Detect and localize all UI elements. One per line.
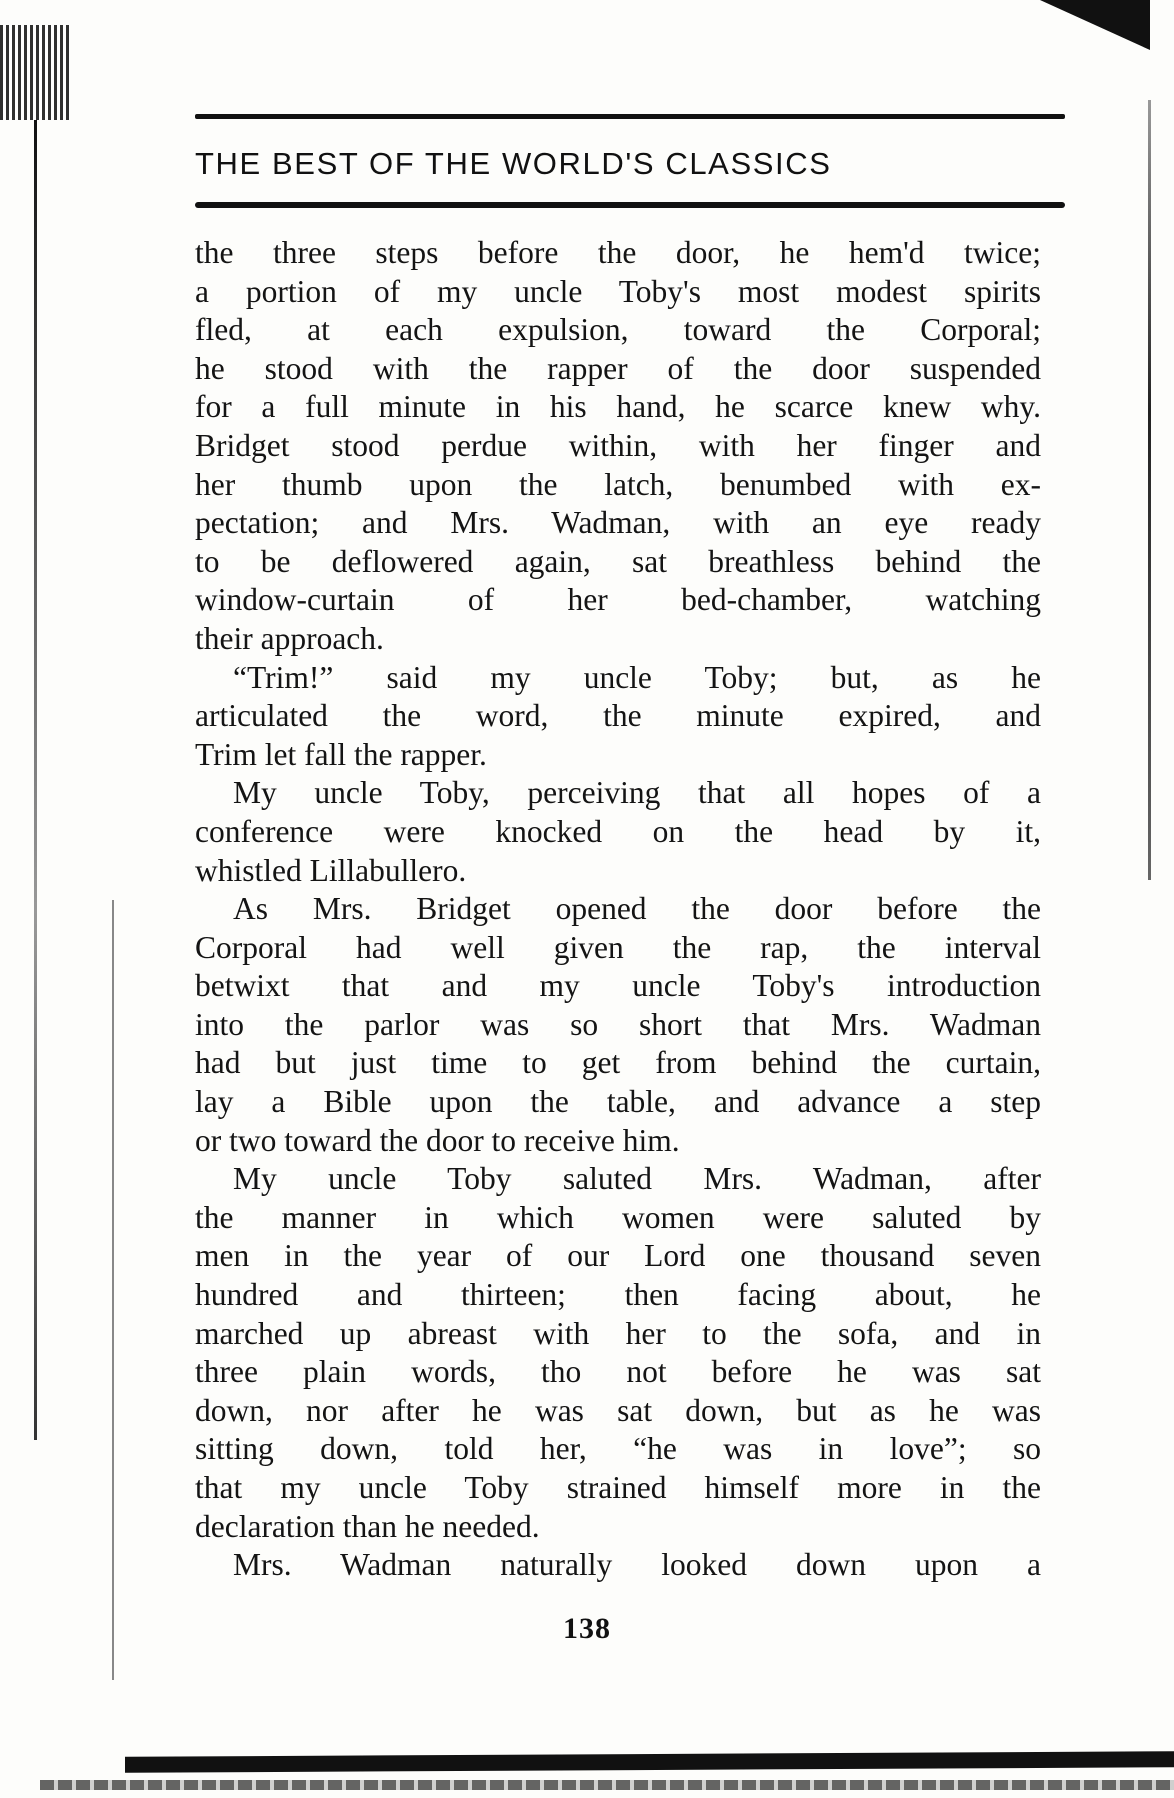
text-line: marched up abreast with her to the sofa, and in [195,1315,1041,1351]
text-line: articulated the word, the minute expired, and [195,698,1041,734]
text-line: conference were knocked on the head by it, [195,813,1041,849]
text-line: whistled Lillabullero. [195,852,467,888]
text-line: down, nor after he was sat down, but as he was [195,1392,1041,1428]
header-rule-bottom [195,202,1065,208]
scan-corner-artifact [1040,0,1150,50]
text-line: that my uncle Toby strained himself more in the [195,1470,1041,1505]
text-line: declaration than he needed. [195,1508,540,1544]
text-line: the manner in which women were saluted by [195,1199,1041,1235]
text-line: My uncle Toby saluted Mrs. Wadman, after [233,1161,1041,1197]
text-line: lay a Bible upon the table, and advance a step [195,1084,1041,1120]
text-line: the three steps before the door, he hem'd twice; [195,235,1041,270]
page-number: 138 [563,1612,611,1645]
text-line: As Mrs. Bridget opened the door before the [233,891,1041,927]
text-line: her thumb upon the latch, benumbed with ex- [195,466,1041,502]
scan-edge-artifact [1148,100,1151,880]
text-line: hundred and thirteen; then facing about, he [195,1277,1041,1313]
text-line: men in the year of our Lord one thousand seven [195,1238,1041,1274]
text-line: into the parlor was so short that Mrs. Wadman [195,1006,1041,1042]
text-line: three plain words, tho not before he was sat [195,1354,1041,1390]
text-line: had but just time to get from behind the curtain, [195,1045,1041,1081]
text-line: Trim let fall the rapper. [195,736,487,772]
scan-edge-artifact [34,120,37,1440]
text-line: for a full minute in his hand, he scarce knew why. [195,389,1041,425]
text-line: he stood with the rapper of the door suspended [195,350,1041,386]
text-line: pectation; and Mrs. Wadman, with an eye ready [195,505,1041,541]
body-text [195,234,1041,1585]
scan-bottom-artifact [125,1751,1174,1772]
text-line: to be deflowered again, sat breathless behind the [195,543,1041,579]
scan-edge-artifact [112,900,114,1680]
text-line: “Trim!” said my uncle Toby; but, as he [233,659,1041,695]
text-line: My uncle Toby, perceiving that all hopes of a [233,775,1041,811]
scan-edge-artifact [0,25,70,120]
header-rule-top [195,114,1065,119]
text-line: Bridget stood perdue within, with her finger and [195,427,1041,463]
text-line: Mrs. Wadman naturally looked down upon a [233,1547,1041,1583]
text-line: a portion of my uncle Toby's most modest spirits [195,273,1041,309]
running-head: THE BEST OF THE WORLD'S CLASSICS [195,146,832,181]
text-line: their approach. [195,620,384,656]
scan-bottom-artifact [40,1780,1174,1790]
text-line: betwixt that and my uncle Toby's introduction [195,968,1041,1004]
text-line: sitting down, told her, “he was in love”; so [195,1431,1041,1467]
text-line: or two toward the door to receive him. [195,1122,680,1158]
text-line: window-curtain of her bed-chamber, watching [195,582,1041,618]
text-line: Corporal had well given the rap, the interval [195,929,1041,965]
text-line: fled, at each expulsion, toward the Corporal; [195,312,1041,348]
